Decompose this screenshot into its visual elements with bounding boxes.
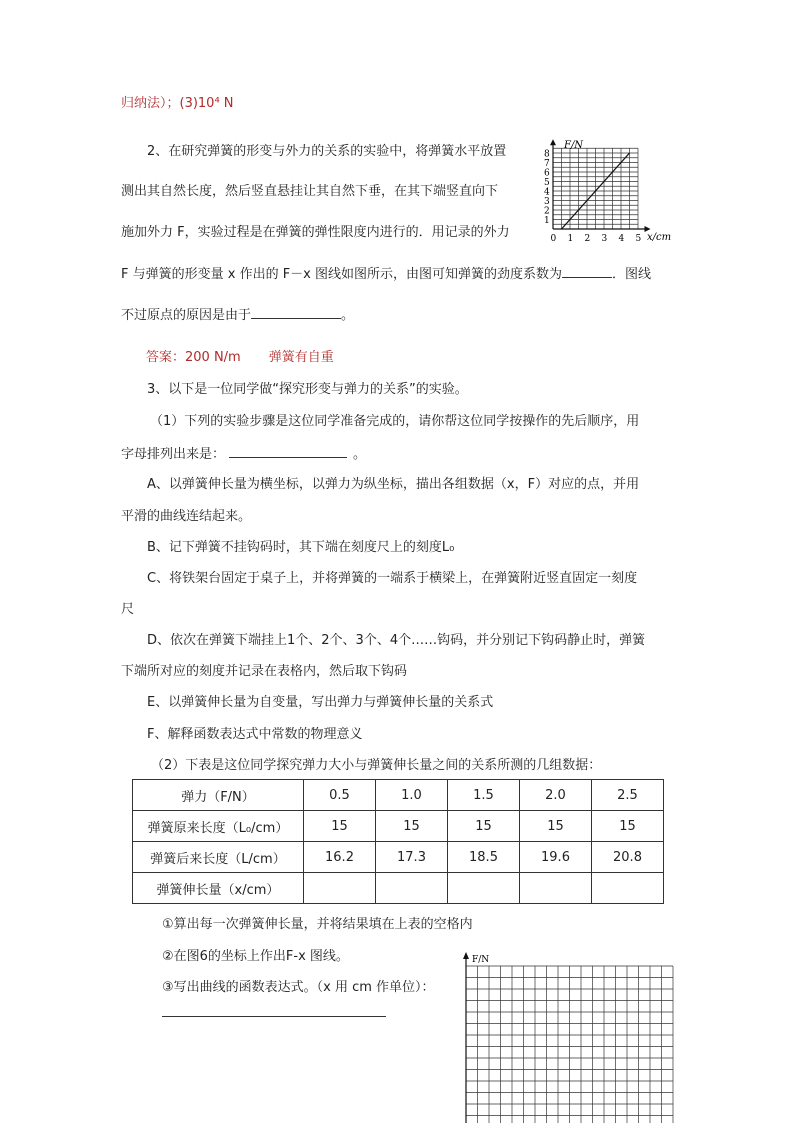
fx-x-tick-label: 3 [601, 234, 608, 244]
data-table [132, 779, 664, 904]
q3-part1-line1: （1）下列的实验步骤是这位同学准备完成的，请你帮这位同学按操作的先后顺序，用 [150, 414, 640, 429]
fx-y-tick-label: 7 [544, 159, 550, 169]
q3-part1-line2 [121, 443, 366, 462]
fx-y-tick-label: 2 [544, 206, 550, 217]
blank-graph-ylabel: F/N [472, 955, 490, 965]
q2-line5-end: 。 [341, 308, 355, 323]
answer-cell[interactable] [304, 873, 376, 904]
step-c-line2: 尺 [121, 602, 135, 617]
table-cell: 1.5 [448, 780, 520, 811]
table-cell: 15 [376, 811, 448, 842]
step-c-line1: C、将铁架台固定于桌子上，并将弹簧的一端系于横梁上，在弹簧附近竖直固定一刻度 [147, 571, 638, 586]
q2-answer-reason: 弹簧有自重 [268, 350, 334, 365]
row-label: 弹簧后来长度（L/cm） [133, 842, 304, 873]
table-cell: 15 [448, 811, 520, 842]
answer-cell[interactable] [376, 873, 448, 904]
table-cell: 18.5 [448, 842, 520, 873]
previous-answer: 归纳法）；(3)10⁴ N [121, 96, 234, 111]
table-cell: 0.5 [304, 780, 376, 811]
step-b: B、记下弹簧不挂钩码时，其下端在刻度尺上的刻度L₀ [147, 540, 455, 555]
fx-y-tick-label: 6 [544, 168, 550, 179]
fx-x-tick-label: 5 [635, 234, 642, 244]
fx-x-tick-label: 2 [584, 234, 591, 244]
fx-chart [535, 136, 685, 248]
q3-title: 3、以下是一位同学做“探究形变与弹力的关系”的实验。 [147, 382, 468, 397]
fx-y-tick-label: 4 [544, 187, 550, 198]
table-row [133, 842, 664, 873]
row-label: 弹簧原来长度（L₀/cm） [133, 811, 304, 842]
fx-chart-x-ticks [551, 234, 642, 244]
blank-graph-grid [466, 966, 673, 1123]
q2-line4-text: F 与弹簧的形变量 x 作出的 F－x 图线如图所示，由图可知弹簧的劲度系数为 [121, 267, 563, 282]
task-2: ②在图6的坐标上作出F-x 图线。 [162, 949, 349, 964]
fx-chart-xlabel: x/cm [647, 232, 672, 243]
q2-line4-end: ．图线 [612, 267, 652, 282]
step-e: E、以弹簧伸长量为自变量，写出弹力与弹簧伸长量的关系式 [147, 695, 494, 710]
fx-y-tick-label: 1 [544, 216, 550, 226]
answer-cell[interactable] [520, 873, 592, 904]
q3-part1-line2-end: 。 [353, 447, 367, 462]
table-cell: 15 [520, 811, 592, 842]
order-blank[interactable] [229, 443, 347, 458]
stiffness-blank[interactable] [562, 263, 612, 278]
row-label: 弹簧伸长量（x/cm） [133, 873, 304, 904]
q2-line1: 2、在研究弹簧的形变与外力的关系的实验中，将弹簧水平放置 [147, 144, 507, 159]
fx-y-tick-label: 8 [544, 149, 550, 160]
table-cell: 16.2 [304, 842, 376, 873]
q3-part1-line2-text: 字母排列出来是： [121, 447, 226, 462]
q2-line4 [121, 263, 651, 282]
task-1: ①算出每一次弹簧伸长量，并将结果填在上表的空格内 [162, 917, 473, 932]
answer-cell[interactable] [448, 873, 520, 904]
table-cell: 2.0 [520, 780, 592, 811]
table-cell: 17.3 [376, 842, 448, 873]
table-cell: 15 [304, 811, 376, 842]
answer-cell[interactable] [592, 873, 664, 904]
q2-line3: 施加外力 F，实验过程是在弹簧的弹性限度内进行的．用记录的外力 [121, 225, 510, 240]
fx-y-tick-label: 5 [544, 178, 550, 188]
table-row [133, 873, 664, 904]
blank-graph[interactable] [452, 950, 692, 1123]
q2-line2: 测出其自然长度，然后竖直悬挂让其自然下垂，在其下端竖直向下 [121, 184, 499, 199]
fx-x-tick-label: 4 [618, 234, 625, 244]
q2-line5-text: 不过原点的原因是由于 [121, 308, 252, 323]
blank-y-arrow [463, 952, 469, 959]
fx-y-tick-label: 3 [544, 197, 550, 207]
fx-chart-y-ticks [544, 150, 550, 227]
fx-y-arrow [550, 139, 556, 145]
table-cell: 2.5 [592, 780, 664, 811]
table-cell: 19.6 [520, 842, 592, 873]
step-a-line2: 平滑的曲线连结起来。 [121, 509, 252, 524]
fx-x-tick-label: 0 [550, 234, 557, 244]
fx-x-tick-label: 1 [567, 234, 574, 244]
table-cell: 20.8 [592, 842, 664, 873]
step-a-line1: A、以弹簧伸长量为横坐标，以弹力为纵坐标，描出各组数据（x，F）对应的点，并用 [147, 477, 640, 492]
table-row [133, 780, 664, 811]
task-3: ③写出曲线的函数表达式。（x 用 cm 作单位）： [162, 980, 435, 995]
fx-chart-ylabel: F/N [564, 140, 584, 151]
table-cell: 15 [592, 811, 664, 842]
step-d-line1: D、依次在弹簧下端挂上1个、2个、3个、4个……钩码，并分别记下钩码静止时，弹簧 [147, 633, 646, 648]
fx-chart-grid [553, 148, 638, 229]
table-cell: 1.0 [376, 780, 448, 811]
step-f: F、解释函数表达式中常数的物理意义 [147, 727, 363, 742]
reason-blank[interactable] [251, 304, 341, 319]
q2-answer [146, 346, 334, 365]
q3-part2: （2）下表是这位同学探究弹力大小与弹簧伸长量之间的关系所测的几组数据： [151, 758, 602, 773]
q2-line5 [121, 304, 354, 323]
expression-answer-line[interactable] [162, 1016, 386, 1017]
table-row [133, 811, 664, 842]
row-label: 弹力（F/N） [133, 780, 304, 811]
q2-answer-label: 答案：200 N/m [146, 350, 241, 365]
step-d-line2: 下端所对应的刻度并记录在表格内，然后取下钩码 [121, 664, 408, 679]
